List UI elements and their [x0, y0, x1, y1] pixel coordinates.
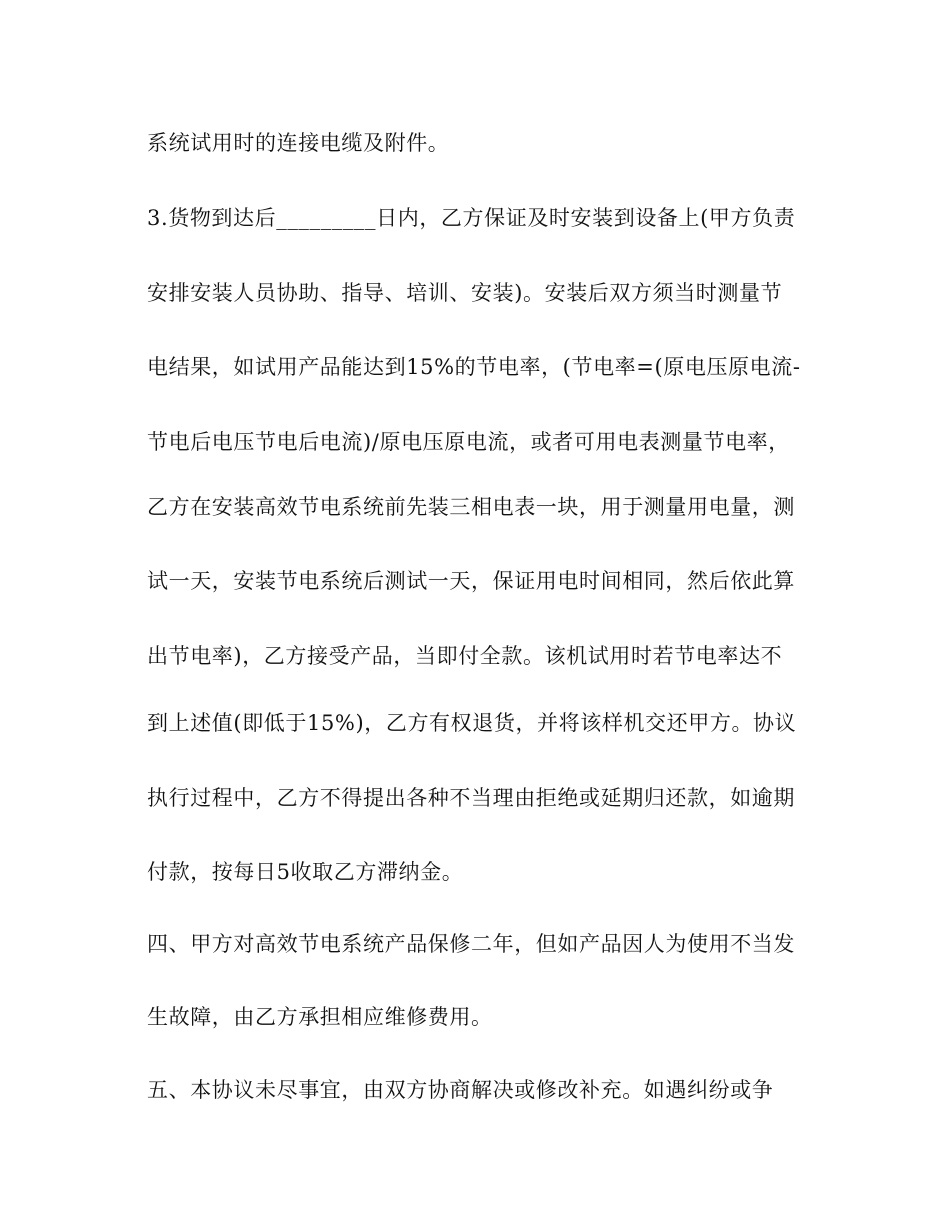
text-line: 安排安装人员协助、指导、培训、安装)。安装后双方须当时测量节	[147, 281, 783, 305]
text-line: 到上述值(即低于15%)，乙方有权退货，并将该样机交还甲方。协议	[147, 711, 797, 735]
text-line: 生故障，由乙方承担相应维修费用。	[147, 1005, 493, 1029]
text-line: 系统试用时的连接电缆及附件。	[147, 131, 450, 155]
text-line: 试一天，安装节电系统后测试一天，保证用电时间相同，然后依此算	[147, 569, 795, 593]
text-line: 出节电率)，乙方接受产品，当即付全款。该机试用时若节电率达不	[147, 644, 783, 668]
text-line: 执行过程中，乙方不得提出各种不当理由拒绝或延期归还款，如逾期	[147, 786, 795, 810]
text-line: 乙方在安装高效节电系统前先装三相电表一块，用于测量用电量，测	[147, 495, 795, 519]
text-line: 电结果，如试用产品能达到15%的节电率，(节电率=(原电压原电流-	[147, 355, 801, 379]
text-line: 节电后电压节电后电流)/原电压原电流，或者可用电表测量节电率，	[147, 430, 790, 454]
text-line: 付款，按每日5收取乙方滞纳金。	[147, 860, 464, 884]
text-line: 五、本协议未尽事宜，由双方协商解决或修改补充。如遇纠纷或争	[147, 1078, 774, 1102]
text-line: 3.货物到达后_________日内，乙方保证及时安装到设备上(甲方负责	[147, 206, 796, 230]
text-line: 四、甲方对高效节电系统产品保修二年，但如产品因人为使用不当发	[147, 932, 795, 956]
